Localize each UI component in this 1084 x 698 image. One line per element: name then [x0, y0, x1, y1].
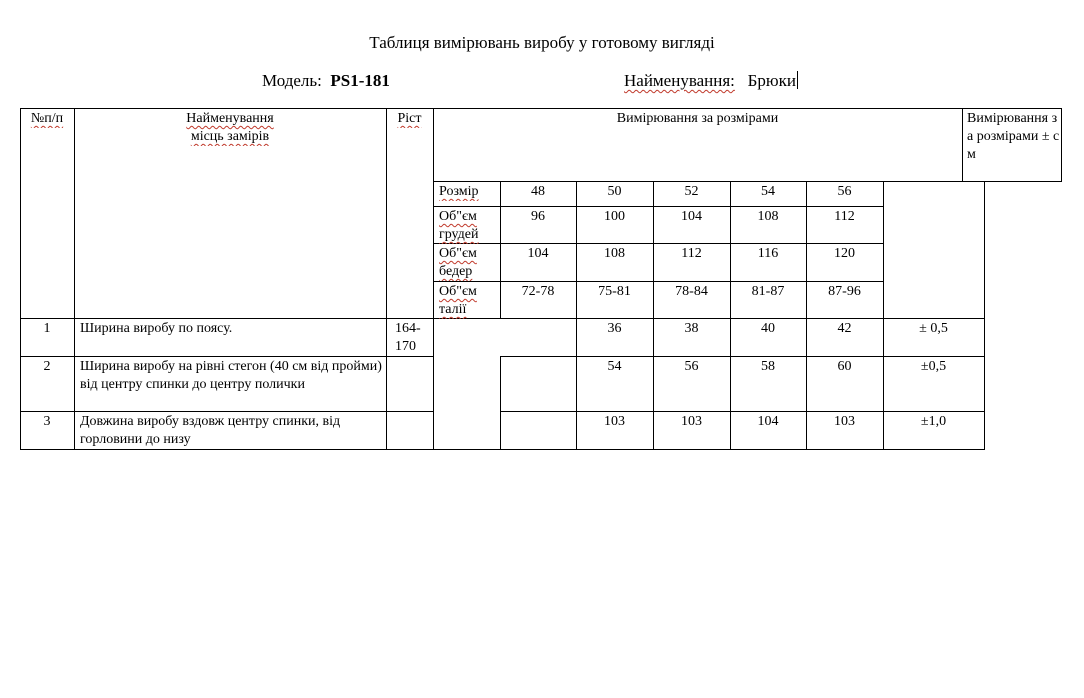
product-name-label: Найменування: — [624, 71, 735, 90]
row-2-tolerance: ±0,5 — [920, 359, 947, 374]
hips-cell: 108 — [604, 246, 625, 261]
row-2-name: Ширина виробу на рівні стегон (40 см від пройми) від центру спинки до центру полички — [80, 359, 382, 392]
row-2-num: 2 — [43, 359, 51, 374]
document-title: Таблиця вимірювань виробу у готовому вигляді — [369, 33, 715, 52]
header-measurements: Вимірювання за розмірами — [616, 111, 779, 126]
chest-cell: 112 — [834, 209, 855, 224]
text-cursor — [797, 71, 798, 89]
row-1-value: 36 — [607, 321, 622, 336]
row-1-tolerance: ± 0,5 — [919, 321, 948, 336]
row-3-tolerance: ±1,0 — [920, 414, 947, 429]
row-1-name: Ширина виробу по поясу. — [80, 321, 233, 336]
table-line — [20, 356, 433, 357]
chest-row-label: Об"єм грудей — [439, 209, 479, 242]
chest-cell: 104 — [681, 209, 702, 224]
row-3-value: 103 — [681, 414, 702, 429]
table-line-header-bottom — [20, 318, 985, 319]
waist-cell: 72-78 — [521, 284, 555, 299]
hips-cell: 112 — [681, 246, 702, 261]
size-cell: 50 — [607, 184, 622, 199]
waist-cell: 75-81 — [598, 284, 631, 299]
hips-cell: 116 — [757, 246, 779, 261]
row-3-value: 103 — [604, 414, 625, 429]
table-line — [883, 181, 884, 450]
table-line — [500, 356, 501, 450]
header-num: №п/п — [30, 111, 64, 126]
table-line-size-row-top — [433, 181, 1062, 182]
hips-cell: 120 — [834, 246, 855, 261]
row-3-value: 104 — [757, 414, 779, 429]
size-cell: 48 — [531, 184, 545, 199]
row-2-value: 60 — [837, 359, 852, 374]
table-border-top — [20, 108, 1062, 109]
height-value: 164-170 — [395, 321, 421, 354]
table-border-left — [20, 108, 21, 450]
hips-cell: 104 — [527, 246, 549, 261]
row-2-value: 54 — [607, 359, 622, 374]
table-line — [20, 411, 433, 412]
header-height: Ріст — [397, 111, 422, 126]
table-line — [500, 411, 985, 412]
hips-row-label: Об"єм бедер — [439, 246, 477, 279]
model-line — [262, 71, 390, 91]
product-name-line — [624, 71, 798, 91]
row-1-value: 42 — [837, 321, 852, 336]
row-1-num: 1 — [43, 321, 51, 336]
size-row-label: Розмір — [439, 184, 479, 199]
table-border-right-top — [1061, 108, 1062, 182]
waist-cell: 87-96 — [828, 284, 861, 299]
model-label: Модель: — [262, 71, 322, 90]
row-3-value: 103 — [834, 414, 855, 429]
row-1-value: 40 — [761, 321, 775, 336]
table-line — [386, 108, 387, 450]
row-2-value: 56 — [684, 359, 699, 374]
size-cell: 56 — [837, 184, 852, 199]
header-name: Найменування місць замірів — [186, 111, 274, 144]
waist-cell: 81-87 — [751, 284, 785, 299]
model-value: PS1-181 — [330, 71, 390, 90]
chest-cell: 108 — [757, 209, 779, 224]
table-border-right — [984, 181, 985, 450]
product-name-value: Брюки — [747, 71, 796, 90]
table-line — [500, 356, 985, 357]
row-3-num: 3 — [43, 414, 51, 429]
row-3-name: Довжина виробу вздовж центру спинки, від горловини до низу — [80, 414, 341, 447]
waist-cell: 78-84 — [675, 284, 708, 299]
waist-row-label: Об"єм талії — [439, 284, 477, 317]
chest-cell: 100 — [604, 209, 625, 224]
row-1-value: 38 — [684, 321, 699, 336]
size-cell: 54 — [761, 184, 775, 199]
row-2-value: 58 — [761, 359, 775, 374]
chest-cell: 96 — [531, 209, 545, 224]
table-line — [74, 108, 75, 450]
table-border-bottom — [20, 449, 985, 450]
header-tolerance: Вимірювання за розмірами ± см — [967, 111, 1060, 162]
size-cell: 52 — [684, 184, 699, 199]
